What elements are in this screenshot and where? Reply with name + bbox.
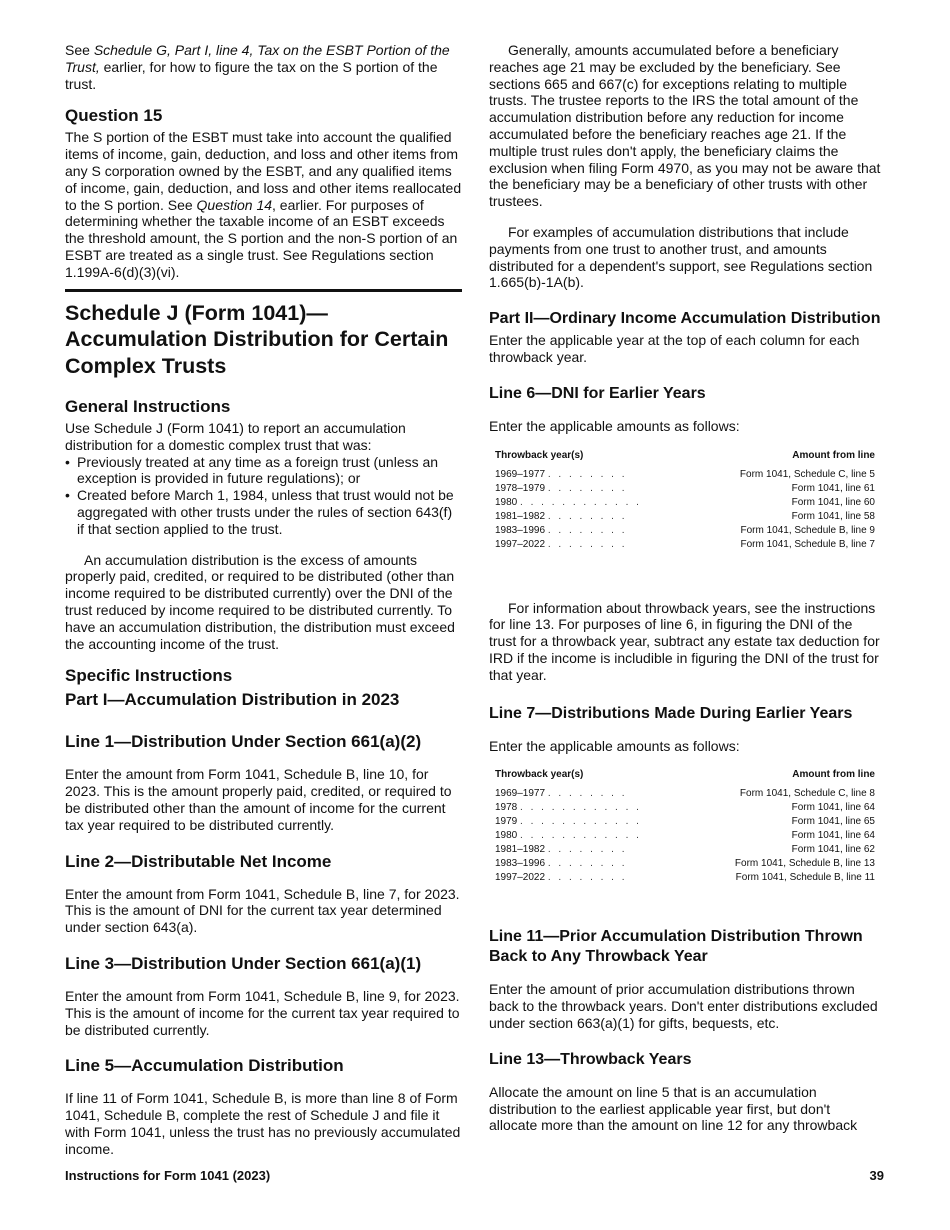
table-row: 1980 . . . . . . . . . . . . Form 1041, line 60 bbox=[495, 496, 875, 508]
general-instructions-paragraph: Use Schedule J (Form 1041) to report an accumulation distribution for a domestic complex trust that was: bbox=[65, 420, 406, 453]
line-5-paragraph: If line 11 of Form 1041, Schedule B, is more than line 8 of Form 1041, Schedule B, complete the rest of Schedule J and file it with Form 1041, unless the trust has no previously accumulated income. bbox=[65, 1090, 461, 1157]
intro-paragraph: See Schedule G, Part I, line 4, Tax on the ESBT Portion of the Trust, earlier, for how to figure the tax on the S portion of the trust. bbox=[65, 42, 450, 92]
table-row: 1997–2022 . . . . . . . . Form 1041, Schedule B, line 7 bbox=[495, 538, 875, 550]
table-row: 1981–1982 . . . . . . . . Form 1041, line 62 bbox=[495, 844, 875, 856]
throwback-info-paragraph: For information about throwback years, see the instructions for line 13. For purposes of line 6, in figuring the DNI of the trust for a throwback year, subtract any estate tax deduction for IRD if the income is includible in figuring the DNI of the trust for that year. bbox=[489, 599, 880, 683]
line-13-paragraph: Allocate the amount on line 5 that is an accumulation distribution to the earliest applicable year first, but don't allocate more than the amount on line 12 for any throwback bbox=[489, 1083, 858, 1134]
table-header-amount: Amount from line bbox=[792, 769, 875, 781]
part-2-heading: Part II—Ordinary Income Accumulation Distribution bbox=[489, 310, 881, 328]
general-instructions-heading: General Instructions bbox=[65, 397, 231, 417]
line-2-paragraph: Enter the amount from Form 1041, Schedule B, line 7, for 2023. This is the amount of DNI for the current tax year determined under section 643(a). bbox=[65, 885, 460, 936]
part-1-heading: Part I—Accumulation Distribution in 2023 bbox=[65, 690, 400, 710]
page-number: 39 bbox=[869, 1168, 884, 1183]
question-15-heading: Question 15 bbox=[65, 106, 163, 126]
question-15-paragraph: The S portion of the ESBT must take into account the qualified items of income, gain, deduction, and loss and other items from any S corporation owned by the ESBT, and any qualified items of income, gain, deduction, and loss and other items reallocated to the S portion. See Question 14, earlier. For purposes of determining whether the taxable income of an ESBT exceeds the threshold amount, the S portion and the non-S portion of an ESBT are treated as a single trust. See Regulations section 1.199A-6(d)(3)(vi). bbox=[65, 129, 462, 280]
line-13-heading: Line 13—Throwback Years bbox=[489, 1050, 692, 1068]
line-5-heading: Line 5—Accumulation Distribution bbox=[65, 1056, 344, 1076]
table-row: 1997–2022 . . . . . . . . Form 1041, Schedule B, line 11 bbox=[495, 872, 875, 884]
line-3-paragraph: Enter the amount from Form 1041, Schedule B, line 9, for 2023. This is the amount of income for the current tax year required to be distributed currently. bbox=[65, 988, 460, 1038]
list-item: • Created before March 1, 1984, unless that trust would not be aggregated with other trusts under the rules of section 643(f) if that section applied to the trust. bbox=[65, 487, 454, 537]
table-header-year: Throwback year(s) bbox=[495, 769, 584, 781]
line-2-heading: Line 2—Distributable Net Income bbox=[65, 851, 332, 871]
footer-form-title: Instructions for Form 1041 (2023) bbox=[65, 1168, 271, 1183]
line-7-table bbox=[489, 768, 881, 885]
table-row: 1979 . . . . . . . . . . . . Form 1041, line 65 bbox=[495, 816, 875, 828]
line-6-heading: Line 6—DNI for Earlier Years bbox=[489, 384, 706, 402]
table-header-year: Throwback year(s) bbox=[495, 449, 584, 461]
examples-paragraph: For examples of accumulation distributions that include payments from one trust to another trust, and amounts distributed for a dependent's support, see Regulations section 1.665(b)-1A(b). bbox=[489, 223, 873, 291]
left-column bbox=[65, 42, 462, 1158]
right-column bbox=[489, 42, 881, 1134]
line-3-heading: Line 3—Distribution Under Section 661(a)(1) bbox=[65, 954, 422, 973]
accumulation-paragraph: An accumulation distribution is the excess of amounts properly paid, credited, or required to be distributed (other than income required to be distributed currently) over the DNI of the trust reduced by income required to be distributed currently. To have an accumulation distribution, the distribution must exceed the accounting income of the trust. bbox=[65, 551, 455, 652]
line-6-paragraph: Enter the applicable amounts as follows: bbox=[489, 417, 740, 434]
schedule-j-title: Schedule J (Form 1041)—Accumulation Distribution for Certain Complex Trusts bbox=[65, 289, 462, 380]
line-7-heading: Line 7—Distributions Made During Earlier Years bbox=[489, 704, 853, 722]
table-row: 1969–1977 . . . . . . . . Form 1041, Schedule C, line 8 bbox=[495, 788, 875, 800]
table-row: 1978–1979 . . . . . . . . Form 1041, line 61 bbox=[495, 482, 875, 494]
table-row: 1981–1982 . . . . . . . . Form 1041, line 58 bbox=[495, 510, 875, 522]
line-11-heading: Line 11—Prior Accumulation Distribution Thrown Back to Any Throwback Year bbox=[489, 928, 863, 966]
table-row: 1969–1977 . . . . . . . . Form 1041, Schedule C, line 5 bbox=[495, 468, 875, 480]
part-2-paragraph: Enter the applicable year at the top of each column for each throwback year. bbox=[489, 332, 860, 365]
list-item: • Previously treated at any time as a foreign trust (unless an exception is provided in future regulations); or bbox=[65, 453, 439, 487]
general-amounts-paragraph: Generally, amounts accumulated before a beneficiary reaches age 21 may be excluded by the beneficiary. See sections 665 and 667(c) for exceptions relating to multiple trusts. The trustee reports to the IRS the total amount of the accumulation distribution before any reduction for income accumulated before the beneficiary reaches age 21. If the multiple trust rules don't apply, the beneficiary claims the exclusion when filing Form 4970, as you may not be aware that the beneficiary may be a beneficiary of other trusts with other trustees. bbox=[489, 42, 881, 210]
line-6-table bbox=[489, 449, 881, 552]
table-row: 1978 . . . . . . . . . . . . Form 1041, line 64 bbox=[495, 802, 875, 814]
table-header-amount: Amount from line bbox=[792, 449, 875, 461]
line-11-paragraph: Enter the amount of prior accumulation distributions thrown back to the throwback years. Don't enter distributions excluded under section 663(a)(1) for gifts, bequests, etc. bbox=[489, 981, 878, 1031]
table-row: 1980 . . . . . . . . . . . . Form 1041, line 64 bbox=[495, 830, 875, 842]
line-7-paragraph: Enter the applicable amounts as follows: bbox=[489, 737, 740, 754]
table-row: 1983–1996 . . . . . . . . Form 1041, Schedule B, line 13 bbox=[495, 858, 875, 870]
line-1-paragraph: Enter the amount from Form 1041, Schedule B, line 10, for 2023. This is the amount properly paid, credited, or required to be distributed other than the amount of income for the current tax year required to be distributed currently. bbox=[65, 766, 452, 833]
table-row: 1983–1996 . . . . . . . . Form 1041, Schedule B, line 9 bbox=[495, 524, 875, 536]
specific-instructions-heading: Specific Instructions bbox=[65, 666, 233, 686]
line-1-heading: Line 1—Distribution Under Section 661(a)(2) bbox=[65, 732, 422, 752]
